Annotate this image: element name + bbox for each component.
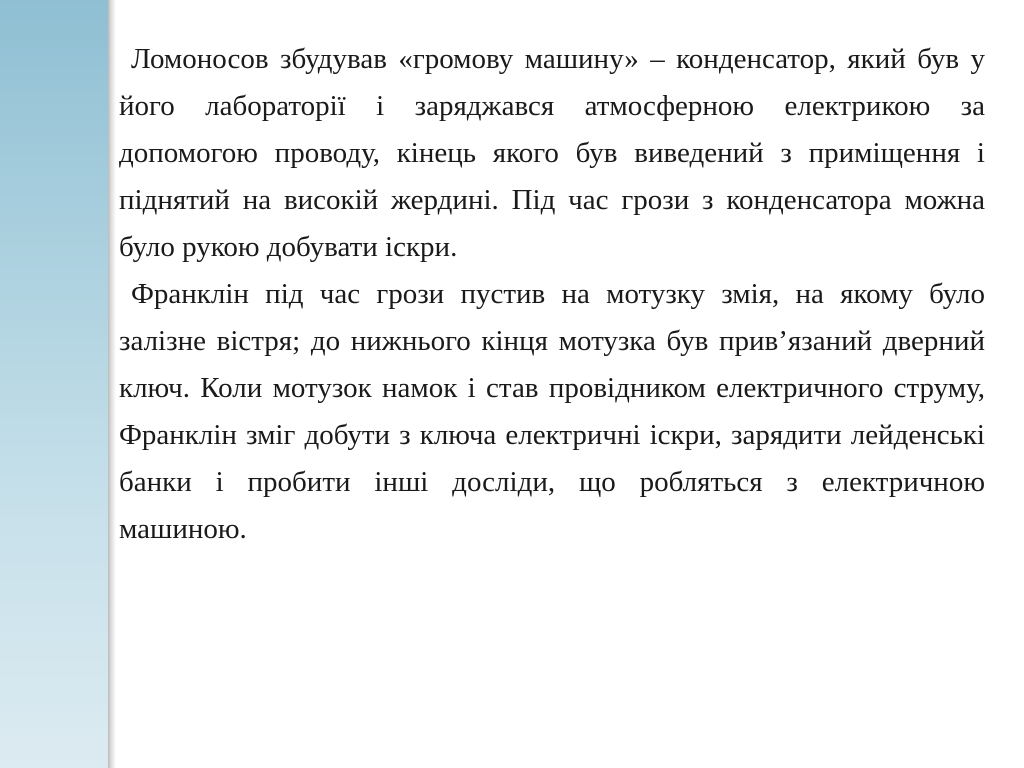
paragraph-franklin: Франклін під час грози пустив на мотузку змія, на якому було залізне вістря; до нижнього кінця мотузка був прив’язаний дверний ключ. Коли мотузок намок і став провідником електричного струму, Франклін зміг добути з ключа електричні іскри, зарядити лейденські банки і пробити інші досліди, що робляться з електричною машиною.: [119, 278, 985, 545]
decorative-side-band: [0, 0, 108, 768]
slide-body-text: [119, 36, 985, 553]
paragraph-lomonosov: Ломоносов збудував «громову машину» – конденсатор, який був у його лабораторії і заряджався атмосферною електрикою за допомогою проводу, кінець якого був виведений з приміщення і піднятий на високій жердині. Під час грози з конденсатора можна було рукою добувати іскри.: [119, 43, 985, 263]
side-band-shadow: [108, 0, 116, 768]
